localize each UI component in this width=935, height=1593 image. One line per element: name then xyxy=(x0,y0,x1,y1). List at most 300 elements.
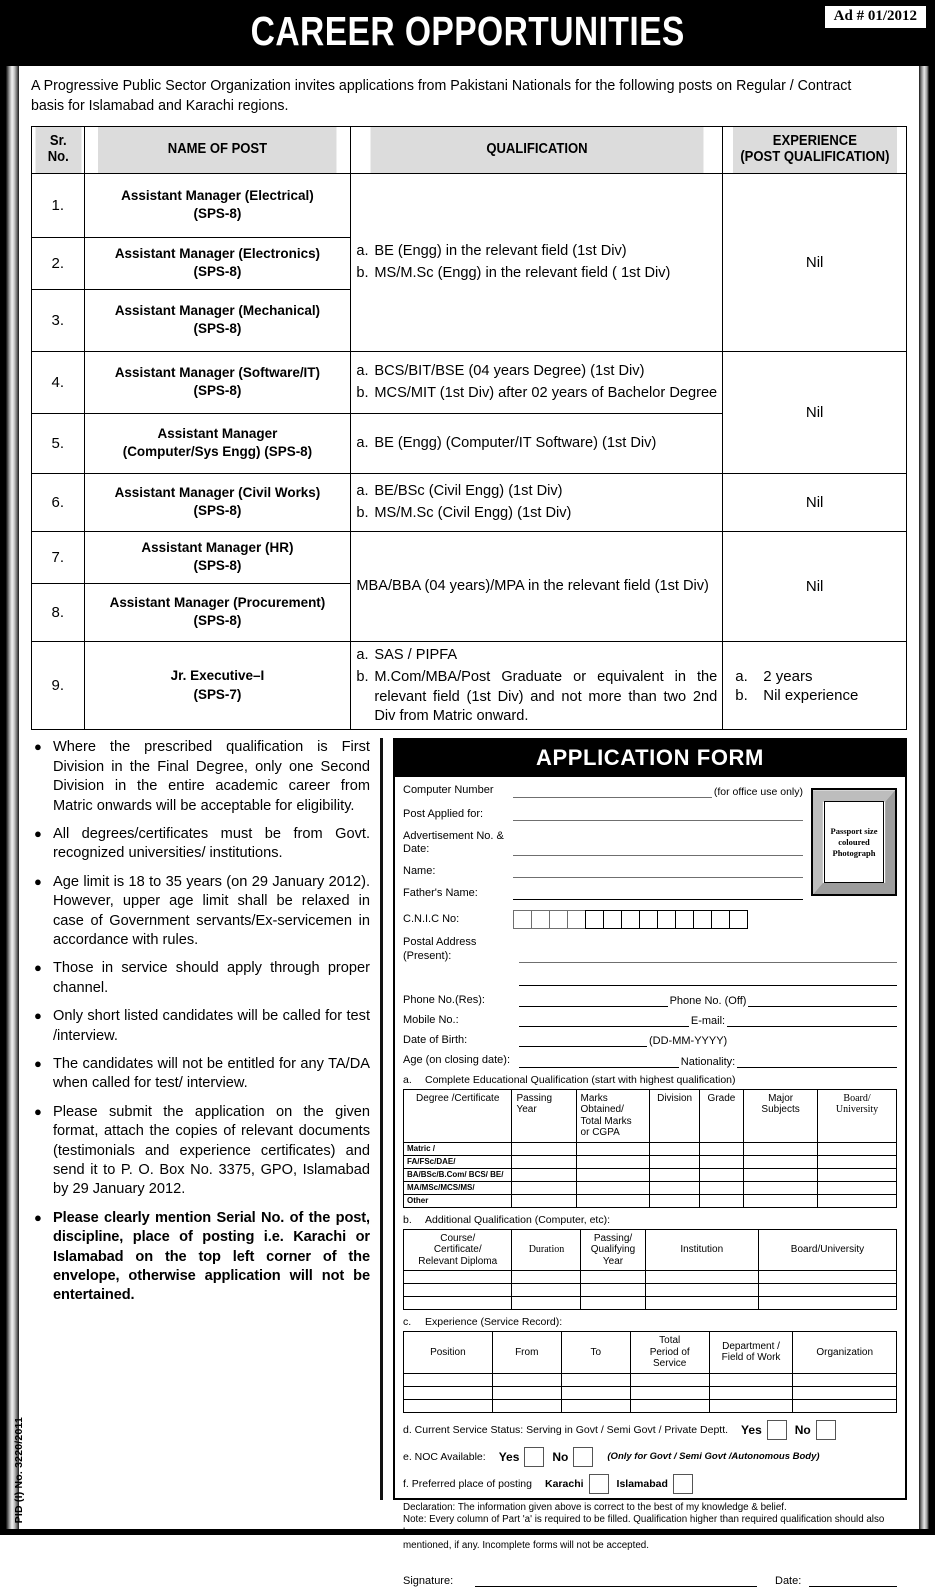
name-label: Name: xyxy=(403,865,436,878)
cnic-digit-box[interactable] xyxy=(639,910,658,929)
list-text: BE/BSc (Civil Engg) (1st Div) xyxy=(374,482,563,499)
date-input[interactable] xyxy=(809,1575,897,1587)
section-f-row xyxy=(403,1474,897,1494)
phone-off-input[interactable] xyxy=(748,994,897,1007)
phone-res-label: Phone No.(Res): xyxy=(403,993,485,1006)
postal-address-label: Postal Address (Present): xyxy=(403,936,477,962)
experience-cell[interactable] xyxy=(492,1386,561,1399)
education-cell[interactable] xyxy=(650,1194,699,1207)
section-f-label: f. Preferred place of posting xyxy=(403,1477,532,1490)
education-cell[interactable] xyxy=(744,1168,818,1181)
education-cell[interactable] xyxy=(699,1155,743,1168)
email-label: E-mail: xyxy=(690,1015,726,1028)
section-e-note: (Only for Govt / Semi Govt /Autonomous Body) xyxy=(607,1451,820,1463)
row-post-name xyxy=(91,351,345,413)
column-header-total-period xyxy=(630,1332,709,1374)
post-title: Assistant Manager (HR) xyxy=(141,540,294,557)
list-item xyxy=(356,242,717,261)
section-f-karachi-checkbox[interactable] xyxy=(589,1474,609,1494)
education-table-head xyxy=(404,1089,897,1142)
jobs-table-head xyxy=(32,126,907,173)
row-sr-no: 9. xyxy=(32,641,85,730)
education-header-row xyxy=(404,1089,897,1142)
mobile-label: Mobile No.: xyxy=(403,1014,459,1026)
additional-table-body xyxy=(404,1271,897,1310)
education-cell[interactable] xyxy=(512,1142,576,1155)
list-item xyxy=(356,482,717,501)
education-row-label: MA/MSc/MCS/MS/ xyxy=(404,1181,512,1194)
experience-cell[interactable] xyxy=(630,1386,709,1399)
experience-cell[interactable] xyxy=(561,1386,630,1399)
father-name-label: Father's Name: xyxy=(403,887,478,900)
post-applied-input[interactable] xyxy=(513,808,803,821)
column-header-degree: Degree /Certificate xyxy=(404,1089,512,1142)
list-text: MCS/MIT (1st Div) after 02 years of Bachelor Degree xyxy=(374,385,718,402)
section-d-no-checkbox[interactable] xyxy=(816,1420,836,1440)
section-d-yes-checkbox[interactable] xyxy=(767,1420,787,1440)
section-c-head xyxy=(403,1316,897,1328)
list-text: Please clearly mention Serial No. of the post, discipline, place of posting i.e. Karachi or Islamabad on the top left corner of the envelope, otherwise application will not be entertained. xyxy=(53,1209,370,1304)
dob-row xyxy=(403,1034,897,1047)
intro-paragraph: A Progressive Public Sector Organization invites applications from Pakistani Nationals for the following posts on Regular / Contract basis for Islamabad and Karachi regions. xyxy=(31,78,852,115)
table-row xyxy=(404,1168,897,1181)
experience-cell[interactable] xyxy=(709,1373,793,1386)
education-cell[interactable] xyxy=(699,1142,743,1155)
list-item xyxy=(356,504,717,523)
list-text: Nil experience xyxy=(763,686,859,704)
section-e-yes-label: Yes xyxy=(498,1449,520,1464)
table-row xyxy=(404,1142,897,1155)
post-title: Assistant Manager (Software/IT) xyxy=(114,365,321,382)
section-e-label: e. NOC Available: xyxy=(403,1450,486,1463)
phone-off-label: Phone No. (Off) xyxy=(669,995,747,1007)
bullet-icon: ● xyxy=(34,825,42,841)
name-input[interactable] xyxy=(513,865,803,878)
row-sr-no: 4. xyxy=(32,351,85,413)
experience-table-head xyxy=(404,1332,897,1374)
education-row-label: BA/BSc/B.Com/ BCS/ BE/ xyxy=(404,1168,512,1181)
list-marker: a. xyxy=(356,362,369,379)
education-cell[interactable] xyxy=(744,1155,818,1168)
postal-address-input-2[interactable] xyxy=(519,973,897,986)
page-header xyxy=(0,0,935,62)
row-qualification xyxy=(351,351,723,413)
age-label: Age (on closing date): xyxy=(403,1054,511,1067)
cnic-digit-box[interactable] xyxy=(621,910,640,929)
post-scale: (Computer/Sys Engg) (SPS-8) xyxy=(122,444,313,461)
content-frame xyxy=(0,62,935,1587)
section-e-no-label: No xyxy=(552,1449,569,1464)
bullet-icon: ● xyxy=(34,739,42,755)
table-row xyxy=(32,641,907,730)
father-name-row xyxy=(403,887,803,900)
education-cell[interactable] xyxy=(818,1168,897,1181)
list-text: MS/M.Sc (Engg) in the relevant field ( 1st Div) xyxy=(374,265,671,282)
period-line-3: Service xyxy=(653,1358,687,1370)
phone-row xyxy=(403,994,897,1007)
table-row xyxy=(404,1194,897,1207)
declaration-text: Declaration: The information given above is correct to the best of my knowledge & belief. xyxy=(403,1501,787,1513)
photo-instruction-text xyxy=(824,801,884,883)
list-item xyxy=(356,434,717,453)
list-marker: a. xyxy=(735,667,748,685)
jobs-table-body xyxy=(32,173,907,730)
education-cell[interactable] xyxy=(512,1181,576,1194)
experience-line-2: (POST QUALIFICATION) xyxy=(740,148,890,165)
row-qualification xyxy=(351,641,723,730)
qualification-list xyxy=(356,434,717,453)
jobs-table xyxy=(31,126,907,731)
nationality-input[interactable] xyxy=(737,1055,897,1068)
column-header-grade: Grade xyxy=(699,1089,743,1142)
experience-cell[interactable] xyxy=(630,1373,709,1386)
qualification-list xyxy=(356,362,717,404)
list-text: MBA/BBA (04 years)/MPA in the relevant field (1st Div) xyxy=(356,577,709,594)
education-cell[interactable] xyxy=(744,1181,818,1194)
education-cell[interactable] xyxy=(512,1168,576,1181)
table-row xyxy=(32,351,907,413)
period-line-1: Total xyxy=(659,1335,681,1347)
list-text: BE (Engg) (Computer/IT Software) (1st Div) xyxy=(374,434,657,451)
row-sr-no: 1. xyxy=(32,173,85,237)
education-cell[interactable] xyxy=(576,1142,650,1155)
experience-cell[interactable] xyxy=(793,1386,897,1399)
computer-number-label: Computer Number xyxy=(403,784,494,797)
education-cell[interactable] xyxy=(576,1155,650,1168)
post-scale: (SPS-8) xyxy=(193,264,242,281)
education-cell[interactable] xyxy=(650,1142,699,1155)
education-cell[interactable] xyxy=(744,1194,818,1207)
list-item xyxy=(31,1103,370,1200)
photo-text-line-1: Passport size xyxy=(830,826,878,837)
row-sr-no: 5. xyxy=(32,413,85,473)
bullet-icon: ● xyxy=(34,1008,42,1024)
cnic-digit-box[interactable] xyxy=(567,910,586,929)
dob-input[interactable] xyxy=(519,1034,647,1047)
additional-cell[interactable] xyxy=(404,1271,512,1284)
course-line-2: Certificate/ xyxy=(433,1244,482,1256)
list-text: Please submit the application on the given format, attach the copies of relevant documents (testimonials and experience certificates) and send it to P. O. Box No. 3375, GPO, Islamabad by 29 January 2012. xyxy=(53,1103,370,1198)
section-e-row xyxy=(403,1447,897,1467)
section-e-no-checkbox[interactable] xyxy=(573,1447,593,1467)
computer-number-row xyxy=(403,784,803,797)
education-cell[interactable] xyxy=(576,1194,650,1207)
list-item xyxy=(31,738,370,816)
section-a-head xyxy=(403,1074,897,1086)
experience-cell[interactable] xyxy=(709,1399,793,1412)
row-post-name xyxy=(91,531,345,583)
education-cell[interactable] xyxy=(744,1142,818,1155)
content-sheet xyxy=(13,66,919,1587)
page-title: CAREER OPPORTUNITIES xyxy=(250,7,685,54)
education-cell[interactable] xyxy=(512,1194,576,1207)
cnic-digit-box[interactable] xyxy=(531,910,550,929)
education-cell[interactable] xyxy=(576,1181,650,1194)
phone-res-input[interactable] xyxy=(519,994,668,1007)
experience-cell[interactable] xyxy=(630,1399,709,1412)
list-item xyxy=(356,384,717,403)
application-form xyxy=(393,738,907,1587)
experience-header-row xyxy=(404,1332,897,1374)
section-c-letter: c. xyxy=(403,1316,412,1329)
postal-address-row xyxy=(403,936,897,962)
board-line-2: University xyxy=(835,1104,879,1116)
row-post-name xyxy=(91,473,345,531)
jobs-table-header-row xyxy=(32,126,907,173)
list-item xyxy=(31,959,370,998)
additional-cell[interactable] xyxy=(758,1271,896,1284)
board-line-1: Board/ xyxy=(843,1092,871,1104)
form-body xyxy=(395,777,905,1592)
experience-cell[interactable] xyxy=(561,1399,630,1412)
list-item xyxy=(356,668,717,726)
passing-line-2: Year xyxy=(516,1104,537,1116)
list-text: Where the prescribed qualification is First Division in the Final Degree, only one Second Division in the entire academic career from Matric onwards will be acceptable for eligibility. xyxy=(53,739,370,814)
post-applied-row xyxy=(403,808,803,821)
column-header-board-university xyxy=(818,1089,897,1142)
list-text: BCS/BIT/BSE (04 years Degree) (1st Div) xyxy=(374,362,645,379)
post-scale: (SPS-8) xyxy=(193,321,242,338)
section-d-row xyxy=(403,1420,897,1440)
cnic-digit-box[interactable] xyxy=(711,910,730,929)
cnic-digit-box[interactable] xyxy=(729,910,748,929)
list-marker: a. xyxy=(356,482,369,499)
section-c-title: Experience (Service Record): xyxy=(425,1316,563,1329)
section-e-yes-checkbox[interactable] xyxy=(524,1447,544,1467)
email-input[interactable] xyxy=(727,1014,897,1027)
qualification-list xyxy=(356,577,717,596)
form-top-block xyxy=(403,784,897,934)
instructions-list xyxy=(31,738,370,1306)
form-top-fields xyxy=(403,784,811,934)
postal-address-row-2 xyxy=(403,973,897,986)
nationality-label: Nationality: xyxy=(680,1055,736,1068)
cnic-digit-box[interactable] xyxy=(693,910,712,929)
post-title: Assistant Manager (Civil Works) xyxy=(114,485,321,502)
experience-cell[interactable] xyxy=(793,1399,897,1412)
education-cell[interactable] xyxy=(699,1181,743,1194)
row-post-name xyxy=(91,173,345,237)
list-item xyxy=(31,1055,370,1094)
post-title: Jr. Executive–I xyxy=(170,668,265,685)
column-header-to: To xyxy=(561,1332,630,1374)
postal-address-input-1[interactable] xyxy=(519,950,897,963)
education-cell[interactable] xyxy=(699,1194,743,1207)
row-qualification xyxy=(351,413,723,473)
post-title: Assistant Manager (Procurement) xyxy=(109,595,326,612)
table-row xyxy=(32,173,907,237)
cnic-digit-box[interactable] xyxy=(675,910,694,929)
table-row xyxy=(404,1155,897,1168)
education-cell[interactable] xyxy=(576,1168,650,1181)
mobile-input[interactable] xyxy=(519,1014,689,1027)
experience-table xyxy=(403,1331,897,1413)
list-text: BE (Engg) in the relevant field (1st Div) xyxy=(374,242,627,259)
cnic-row xyxy=(403,910,803,929)
age-input[interactable] xyxy=(519,1055,679,1068)
post-title: Assistant Manager xyxy=(157,426,278,443)
additional-cell[interactable] xyxy=(645,1284,758,1297)
table-row xyxy=(32,473,907,531)
advertisement-label: Advertisement No. & Date: xyxy=(403,829,504,855)
section-f-islamabad-checkbox[interactable] xyxy=(673,1474,693,1494)
cnic-digit-box[interactable] xyxy=(603,910,622,929)
row-sr-no: 3. xyxy=(32,289,85,351)
column-header-position: Position xyxy=(404,1332,493,1374)
major-line-2: Subjects xyxy=(761,1104,800,1116)
additional-cell[interactable] xyxy=(758,1284,896,1297)
row-post-name xyxy=(91,237,345,289)
bullet-icon: ● xyxy=(34,1103,42,1119)
advertisement-input[interactable] xyxy=(513,843,803,856)
section-b-title: Additional Qualification (Computer, etc): xyxy=(425,1213,611,1226)
bullet-icon: ● xyxy=(34,873,42,889)
table-row xyxy=(404,1284,897,1297)
marks-line-4: or CGPA xyxy=(580,1127,620,1139)
additional-cell[interactable] xyxy=(404,1284,512,1297)
experience-table-body xyxy=(404,1373,897,1412)
experience-cell[interactable] xyxy=(561,1373,630,1386)
education-cell[interactable] xyxy=(512,1155,576,1168)
bullet-icon: ● xyxy=(34,1209,42,1225)
cnic-digit-box[interactable] xyxy=(513,910,532,929)
row-post-name xyxy=(91,289,345,351)
education-cell[interactable] xyxy=(650,1155,699,1168)
experience-cell[interactable] xyxy=(709,1386,793,1399)
section-d-label: d. Current Service Status: Serving in Govt / Semi Govt / Private Deptt. xyxy=(403,1423,729,1436)
column-header-course xyxy=(404,1229,512,1271)
bullet-icon: ● xyxy=(34,960,42,976)
cnic-input-boxes[interactable] xyxy=(513,910,747,929)
list-text: Those in service should apply through proper channel. xyxy=(53,960,370,996)
column-header-passing-year xyxy=(512,1089,576,1142)
cnic-digit-box[interactable] xyxy=(585,910,604,929)
post-title: Assistant Manager (Mechanical) xyxy=(114,303,321,320)
additional-cell[interactable] xyxy=(645,1297,758,1310)
father-name-input[interactable] xyxy=(513,887,803,900)
row-experience: Nil xyxy=(723,351,907,473)
form-title: APPLICATION FORM xyxy=(395,740,905,777)
section-a-title: Complete Educational Qualification (start with highest qualification) xyxy=(425,1073,736,1086)
list-marker: b. xyxy=(356,265,369,282)
signature-input[interactable] xyxy=(475,1575,757,1587)
dob-label: Date of Birth: xyxy=(403,1034,468,1047)
row-sr-no: 2. xyxy=(32,237,85,289)
cnic-digit-box[interactable] xyxy=(549,910,568,929)
experience-cell[interactable] xyxy=(404,1399,493,1412)
list-text: 2 years xyxy=(763,667,813,685)
table-row xyxy=(404,1271,897,1284)
note-line-1: Note: Every column of Part 'a' is required to be filled. Qualification higher than required qualification should also be xyxy=(403,1514,885,1539)
post-scale: (SPS-8) xyxy=(193,558,242,575)
marks-line-3: Total Marks xyxy=(580,1115,632,1127)
post-scale: (SPS-8) xyxy=(193,206,242,223)
list-item xyxy=(356,646,717,665)
section-b-letter: b. xyxy=(403,1213,412,1226)
passing-line-1: Passing xyxy=(516,1092,553,1104)
additional-table-head xyxy=(404,1229,897,1271)
sr-no-line-1: Sr. xyxy=(49,132,67,149)
education-cell[interactable] xyxy=(650,1168,699,1181)
lower-section xyxy=(31,738,907,1587)
additional-cell[interactable] xyxy=(512,1297,581,1310)
list-text: Age limit is 18 to 35 years (on 29 January 2012). However, upper age limit shall be relaxed in case of Government servants/Ex-servicemen in accordance with rules. xyxy=(53,873,370,948)
pq-line-1: Passing/ xyxy=(593,1232,633,1244)
period-line-2: Period of xyxy=(649,1346,690,1358)
cnic-label: C.N.I.C No: xyxy=(403,913,460,926)
table-row xyxy=(404,1181,897,1194)
row-experience: Nil xyxy=(723,473,907,531)
experience-cell[interactable] xyxy=(492,1373,561,1386)
experience-cell[interactable] xyxy=(404,1373,493,1386)
pq-line-2: Qualifying xyxy=(590,1244,636,1256)
table-row xyxy=(404,1399,897,1412)
advertisement-row xyxy=(403,830,803,856)
course-line-1: Course/ xyxy=(440,1232,476,1244)
education-cell[interactable] xyxy=(650,1181,699,1194)
additional-cell[interactable] xyxy=(512,1284,581,1297)
additional-cell[interactable] xyxy=(512,1271,581,1284)
section-f-islamabad-label: Islamabad xyxy=(616,1477,668,1490)
table-row xyxy=(404,1297,897,1310)
row-experience: Nil xyxy=(723,531,907,641)
name-row xyxy=(403,865,803,878)
cnic-digit-box[interactable] xyxy=(657,910,676,929)
education-cell[interactable] xyxy=(818,1155,897,1168)
education-cell[interactable] xyxy=(818,1194,897,1207)
additional-qualification-table xyxy=(403,1229,897,1311)
dept-line-1: Department / xyxy=(722,1340,780,1352)
additional-cell[interactable] xyxy=(404,1297,512,1310)
note-line-2: mentioned, if any. Incomplete forms will not be accepted. xyxy=(403,1539,649,1551)
experience-line-1: EXPERIENCE xyxy=(772,132,857,149)
row-sr-no: 6. xyxy=(32,473,85,531)
additional-cell[interactable] xyxy=(645,1271,758,1284)
qualification-list xyxy=(356,242,717,284)
additional-cell[interactable] xyxy=(758,1297,896,1310)
education-row-label: Matric / xyxy=(404,1142,512,1155)
pid-reference: PID (I) No. 3220/2011 xyxy=(13,1416,25,1523)
education-cell[interactable] xyxy=(818,1142,897,1155)
row-sr-no: 7. xyxy=(32,531,85,583)
row-post-name xyxy=(91,641,345,730)
column-header-name-of-post: NAME OF POST xyxy=(97,126,337,173)
list-text: Only short listed candidates will be called for test /interview. xyxy=(53,1008,370,1044)
post-title: Assistant Manager (Electronics) xyxy=(114,246,321,263)
additional-cell[interactable] xyxy=(581,1271,645,1284)
experience-cell[interactable] xyxy=(793,1373,897,1386)
education-cell[interactable] xyxy=(699,1168,743,1181)
experience-cell[interactable] xyxy=(404,1386,493,1399)
additional-cell[interactable] xyxy=(581,1284,645,1297)
section-f-karachi-label: Karachi xyxy=(545,1477,584,1490)
post-scale: (SPS-8) xyxy=(193,383,242,400)
education-cell[interactable] xyxy=(818,1181,897,1194)
education-table xyxy=(403,1089,897,1208)
list-marker: a. xyxy=(356,434,369,451)
row-experience xyxy=(723,641,907,730)
additional-cell[interactable] xyxy=(581,1297,645,1310)
row-experience: Nil xyxy=(723,173,907,351)
pq-line-3: Year xyxy=(602,1255,624,1267)
post-applied-label: Post Applied for: xyxy=(403,807,484,820)
row-sr-no: 8. xyxy=(32,583,85,641)
list-marker: b. xyxy=(356,505,369,522)
experience-cell[interactable] xyxy=(492,1399,561,1412)
list-item xyxy=(356,264,717,283)
post-scale: (SPS-7) xyxy=(193,686,242,703)
computer-number-input[interactable] xyxy=(513,785,712,798)
